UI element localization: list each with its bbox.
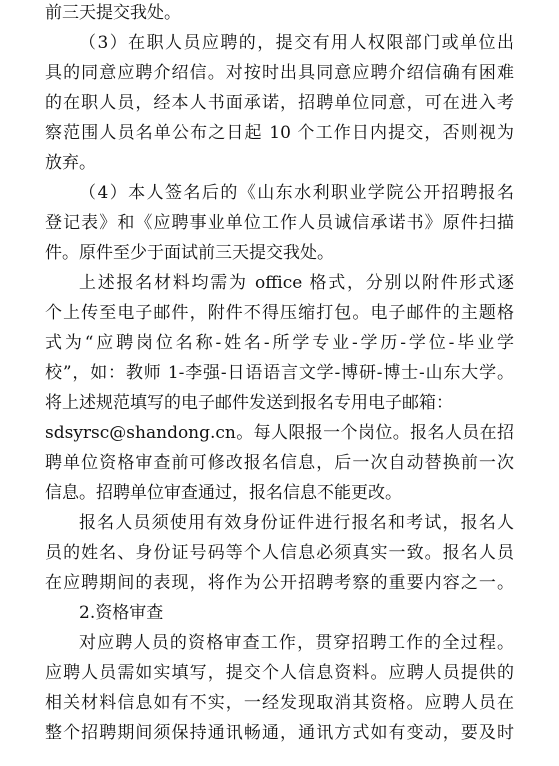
text-line: sdsyrsc@shandong.cn。每人限报一个岗位。报名人员在招 xyxy=(45,423,514,443)
text-line: 式为“应聘岗位名称-姓名-所学专业-学历-学位-毕业学 xyxy=(45,333,514,353)
text-line: 个上传至电子邮件，附件不得压缩打包。电子邮件的主题格 xyxy=(45,303,514,323)
text-line: 聘单位资格审查前可修改报名信息，后一次自动替换前一次 xyxy=(45,453,514,473)
text-line: 上述报名材料均需为 office 格式，分别以附件形式逐 xyxy=(79,273,514,293)
text-line: （4）本人签名后的《山东水利职业学院公开招聘报名 xyxy=(79,183,514,203)
text-line: 应聘人员需如实填写，提交个人信息资料。应聘人员提供的 xyxy=(45,663,514,683)
text-line: 信息。招聘单位审查通过，报名信息不能更改。 xyxy=(45,483,402,503)
text-line: 前三天提交我处。 xyxy=(45,3,181,23)
text-line: 察范围人员名单公布之日起 10 个工作日内提交，否则视为 xyxy=(45,123,514,143)
text-line: 的在职人员，经本人书面承诺，招聘单位同意，可在进入考 xyxy=(45,93,514,113)
text-line: 将上述规范填写的电子邮件发送到报名专用电子邮箱： xyxy=(45,393,453,413)
text-line: 相关材料信息如有不实，一经发现取消其资格。应聘人员在 xyxy=(45,693,514,713)
section-heading: 2.资格审查 xyxy=(79,603,164,623)
text-line: 整个招聘期间须保持通讯畅通，通讯方式如有变动，要及时 xyxy=(45,723,514,743)
text-line: 放弃。 xyxy=(45,153,96,173)
text-line: 对应聘人员的资格审查工作，贯穿招聘工作的全过程。 xyxy=(79,633,514,653)
text-line: （3）在职人员应聘的，提交有用人权限部门或单位出 xyxy=(79,33,514,53)
text-line: 登记表》和《应聘事业单位工作人员诚信承诺书》原件扫描 xyxy=(45,213,514,233)
text-line: 在应聘期间的表现，将作为公开招聘考察的重要内容之一。 xyxy=(45,573,514,593)
text-line: 具的同意应聘介绍信。对按时出具同意应聘介绍信确有困难 xyxy=(45,63,514,83)
text-line: 校”，如：教师 1-李强-日语语言文学-博研-博士-山东大学。 xyxy=(45,363,514,383)
text-line: 件。原件至少于面试前三天提交我处。 xyxy=(45,243,334,263)
text-line: 员的姓名、身份证号码等个人信息必须真实一致。报名人员 xyxy=(45,543,514,563)
text-line: 报名人员须使用有效身份证件进行报名和考试，报名人 xyxy=(79,513,514,533)
